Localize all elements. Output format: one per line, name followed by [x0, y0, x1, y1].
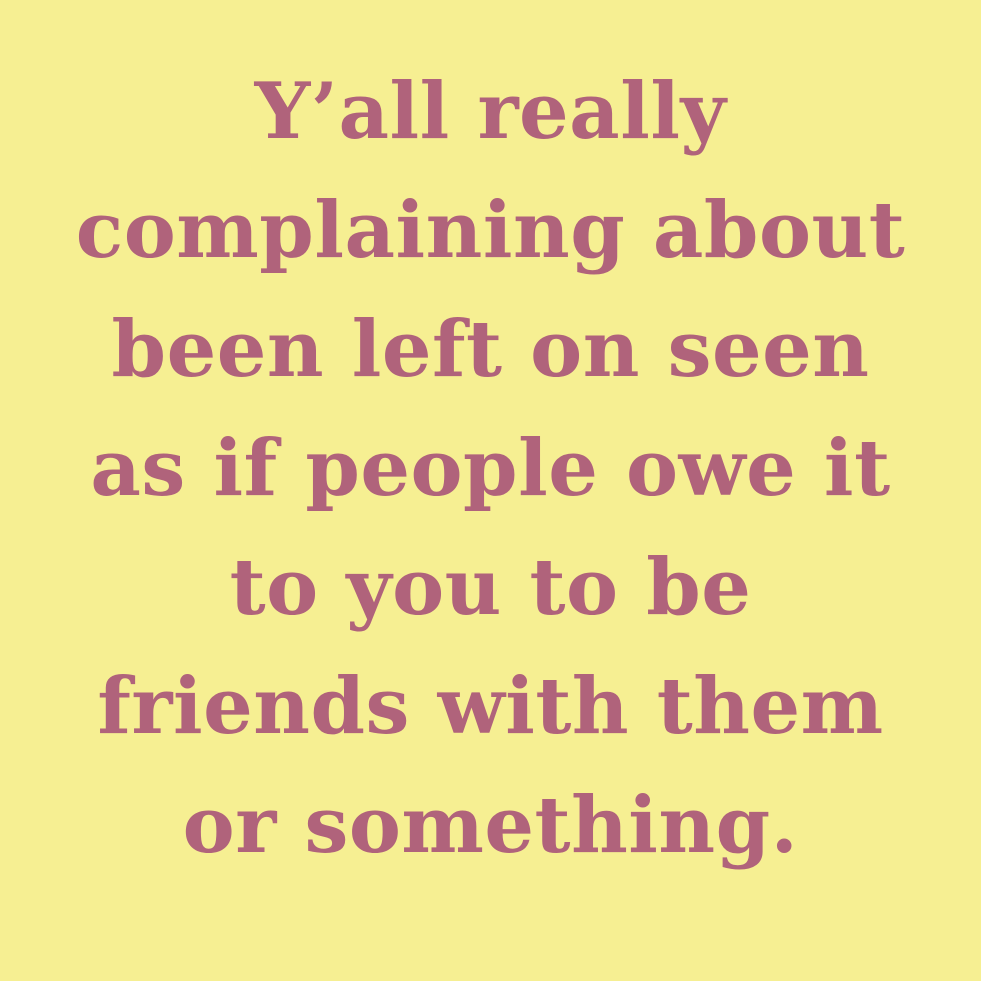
quote-line-1: Y’all really	[254, 66, 727, 157]
quote-line-4: as if people owe it	[90, 423, 891, 514]
quote-line-3: been left on seen	[111, 304, 870, 395]
quote-line-2: complaining about	[75, 185, 906, 276]
quote-line-6: friends with them	[97, 661, 884, 752]
quote-line-7: or something.	[182, 780, 799, 871]
quote-line-5: to you to be	[229, 542, 752, 633]
quote-text	[0, 52, 981, 885]
